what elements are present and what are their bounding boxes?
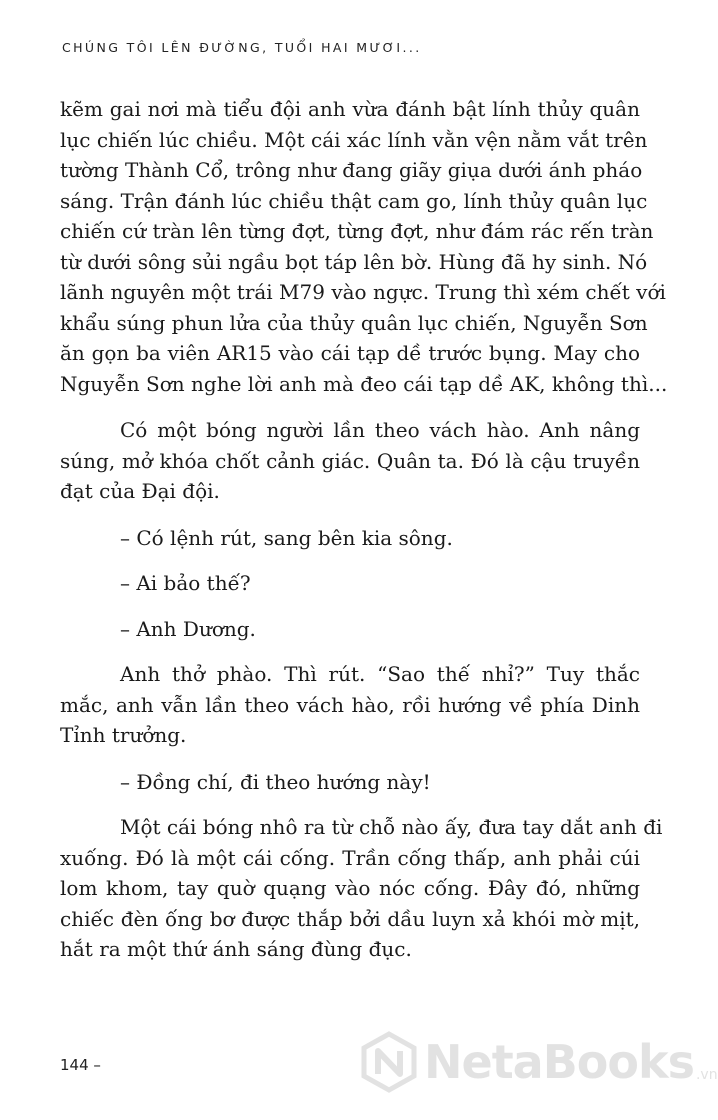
text-line: Tỉnh trưởng. [60,723,187,747]
netabooks-logo-icon [358,1031,420,1093]
text-line: lãnh nguyên một trái M79 vào ngực. Trung thì xém chết với [60,280,666,304]
text-line: chiến cứ tràn lên từng đợt, từng đợt, như đám rác rến tràn [60,219,654,243]
paragraph-1 [60,94,668,399]
page-number: 144 – [60,1056,101,1074]
text-line: khẩu súng phun lửa của thủy quân lục chiến, Nguyễn Sơn [60,310,648,335]
text-line: chiếc đèn ống bơ được thắp bởi dầu luyn xả khói mờ mịt, [60,906,640,931]
running-header: CHÚNG TÔI LÊN ĐƯỜNG, TUỔI HAI MƯƠI... [62,40,422,55]
text-line: sáng. Trận đánh lúc chiều thật cam go, lính thủy quân lục [60,188,648,213]
text-line: đạt của Đại đội. [60,479,220,503]
page-text [60,94,668,981]
text-line: Một cái bóng nhô ra từ chỗ nào ấy, đưa tay dắt anh đi [120,815,663,839]
paragraph-2 [60,415,640,507]
watermark-brand: NetaBooks [424,1035,694,1089]
dialogue-line-4: – Đồng chí, đi theo hướng này! [120,769,431,794]
text-line: mắc, anh vẫn lần theo vách hào, rồi hướng về phía Dinh [60,692,640,717]
dialogue-line-3: – Anh Dương. [120,616,256,641]
dialogue-line-1: – Có lệnh rút, sang bên kia sông. [120,525,453,550]
text-line: Có một bóng người lần theo vách hào. Anh nâng [120,418,640,442]
dialogue-line-2: – Ai bảo thế? [120,571,251,595]
watermark-suffix: .vn [695,1067,718,1083]
text-line: súng, mở khóa chốt cảnh giác. Quân ta. Đó là cậu truyền [60,448,640,473]
text-line: tường Thành Cổ, trông như đang giãy giụa dưới ánh pháo [60,158,643,182]
text-line: kẽm gai nơi mà tiểu đội anh vừa đánh bật lính thủy quân [60,97,640,121]
paragraph-4 [60,812,663,965]
watermark [358,1022,718,1102]
text-line: lom khom, tay quờ quạng vào nóc cống. Đây đó, những [60,876,640,900]
paragraph-3 [60,659,640,751]
text-line: hắt ra một thứ ánh sáng đùng đục. [60,937,412,961]
text-line: Nguyễn Sơn nghe lời anh mà đeo cái tạp dề AK, không thì... [60,371,668,396]
text-line: ăn gọn ba viên AR15 vào cái tạp dề trước bụng. May cho [60,341,640,365]
text-line: lục chiến lúc chiều. Một cái xác lính vằn vện nằm vắt trên [60,127,648,152]
text-line: Anh thở phào. Thì rút. “Sao thế nhỉ?” Tuy thắc [120,662,640,686]
text-line: xuống. Đó là một cái cống. Trần cống thấp, anh phải cúi [60,845,640,870]
text-line: từ dưới sông sủi ngầu bọt táp lên bờ. Hùng đã hy sinh. Nó [60,249,648,274]
